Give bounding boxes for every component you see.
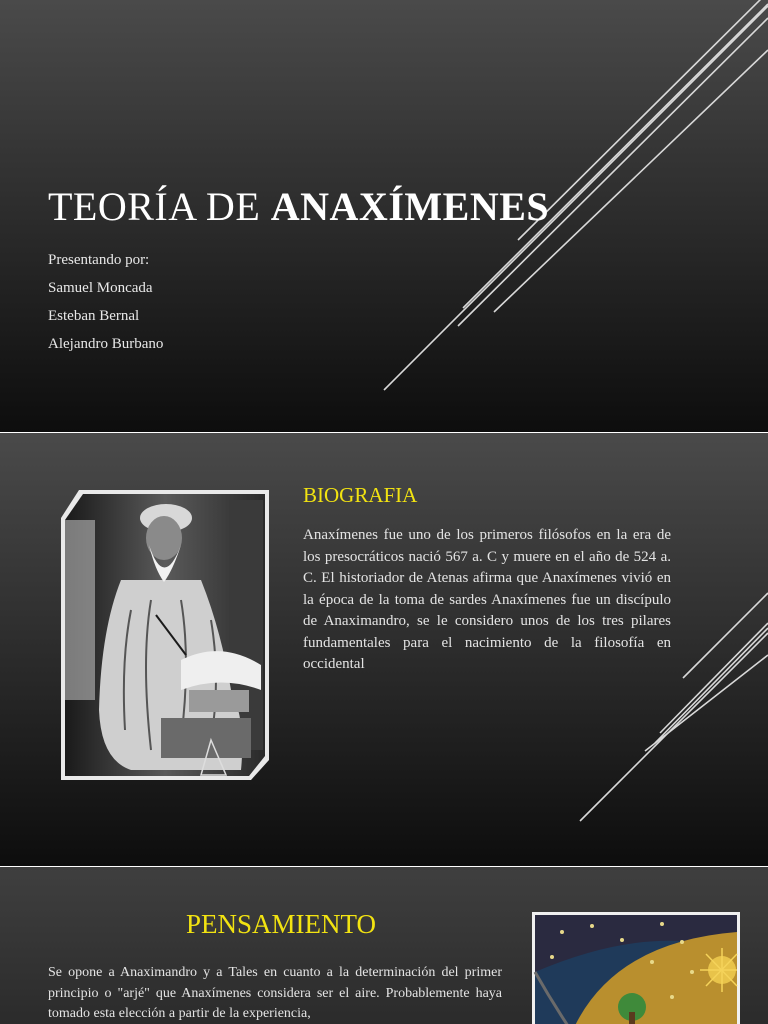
thought-heading: PENSAMIENTO: [185, 909, 376, 939]
presenters-label: Presentando por:: [48, 252, 150, 268]
presenter-name: Alejandro Burbano: [48, 336, 164, 352]
thought-text: Se opone a Anaximandro y a Tales en cuanto a la determinación del primer principio o "arjé" que Anaxímenes considera ser el aire. Probablemente haya tomado esta elección a partir de la experiencia,: [48, 965, 502, 1021]
biography-heading: BIOGRAFIA: [303, 483, 418, 507]
title-slide: [0, 0, 768, 432]
page-title: [48, 183, 549, 230]
flammarion-engraving-image: [532, 912, 740, 1024]
presenter-name: Samuel Moncada: [48, 280, 153, 296]
biography-slide: [0, 433, 768, 866]
presenter-name: Esteban Bernal: [48, 308, 140, 324]
presenters-list: [48, 246, 163, 358]
anaximenes-portrait-image: [61, 490, 269, 780]
biography-text: Anaxímenes fue uno de los primeros filósofos en la era de los presocráticos nació 567 a. C y muere en el año de 524 a. C. El historiador de Atenas afirma que Anaxímenes vivió en la época de la toma de sardes Anaxímenes fue un discípulo de Anaximandro, se le considero unos de los tres pilares fundamentales para el nacimiento de la filosofía en occidental: [303, 527, 671, 672]
thought-slide: [0, 867, 768, 1024]
title-prefix: TEORÍA DE: [48, 184, 271, 229]
title-name: ANAXÍMENES: [270, 184, 550, 229]
